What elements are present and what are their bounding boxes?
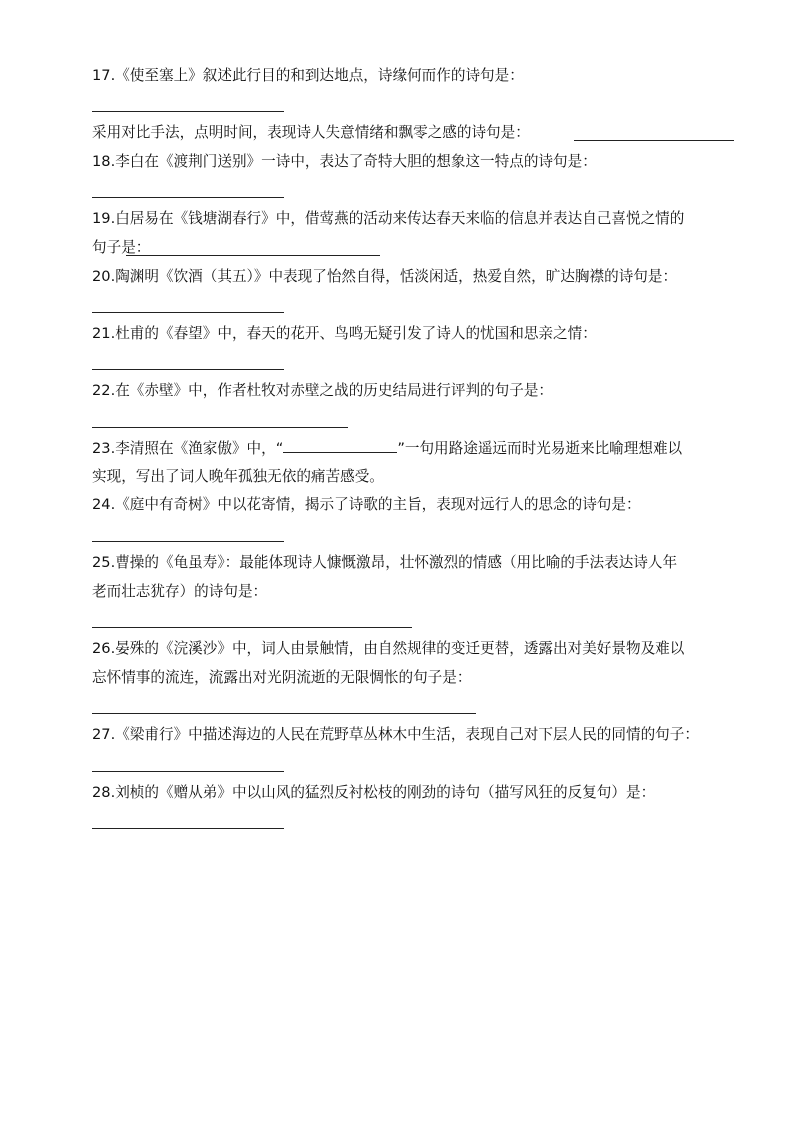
question-21-text: 21.杜甫的《春望》中，春天的花开、鸟鸣无疑引发了诗人的忧国和思亲之情：	[92, 325, 597, 342]
answer-blank-23[interactable]	[283, 438, 397, 453]
question-20-text: 20.陶渊明《饮酒（其五）》中表现了怡然自得，恬淡闲适，热爱自然，旷达胸襟的诗句是：	[92, 268, 678, 285]
question-25-text: 25.曹操的《龟虽寿》：最能体现诗人慷慨激昂，壮怀激烈的情感（用比喻的手法表达诗人年	[92, 554, 678, 571]
question-17-sub-text: 采用对比手法，点明时间，表现诗人失意情绪和飘零之感的诗句是：	[92, 124, 530, 141]
question-19-text: 19.白居易在《钱塘湖春行》中，借莺燕的活动来传达春天来临的信息并表达自己喜悦之情的	[92, 210, 685, 227]
question-18-text: 18.李白在《渡荆门送别》一诗中，表达了奇特大胆的想象这一特点的诗句是：	[92, 153, 597, 170]
question-19-text-cont: 句子是：	[92, 239, 151, 256]
answer-blank-19[interactable]	[126, 255, 380, 256]
answer-blank-17a[interactable]	[92, 111, 284, 112]
question-23-text-pre: 23.李清照在《渔家傲》中，“	[92, 440, 284, 457]
question-23-text	[92, 438, 682, 459]
answer-blank-26[interactable]	[92, 713, 476, 714]
question-26-text-cont: 忘怀情事的流连，流露出对光阴流逝的无限惆怅的句子是：	[92, 669, 472, 686]
question-26-text: 26.晏殊的《浣溪沙》中，词人由景触情，由自然规律的变迁更替，透露出对美好景物及难以	[92, 640, 685, 657]
answer-blank-21[interactable]	[92, 369, 284, 370]
question-24-text: 24.《庭中有奇树》中以花寄情，揭示了诗歌的主旨，表现对远行人的思念的诗句是：	[92, 496, 641, 513]
answer-blank-18[interactable]	[92, 197, 284, 198]
question-28-text: 28.刘桢的《赠从弟》中以山风的猛烈反衬松枝的刚劲的诗句（描写风狂的反复句）是：	[92, 784, 656, 801]
answer-blank-20[interactable]	[92, 312, 284, 313]
question-27-text: 27.《梁甫行》中描述海边的人民在荒野草丛林木中生活，表现自己对下层人民的同情的句子：	[92, 726, 699, 743]
answer-blank-25[interactable]	[92, 627, 412, 628]
answer-blank-27[interactable]	[92, 771, 284, 772]
answer-blank-17b[interactable]	[574, 140, 734, 141]
question-25-text-cont: 老而壮志犹存）的诗句是：	[92, 583, 268, 600]
answer-blank-24[interactable]	[92, 541, 284, 542]
question-23-text-post: ”一句用路途遥远而时光易逝来比喻理想难以	[397, 440, 683, 457]
question-17-text: 17.《使至塞上》叙述此行目的和到达地点，诗缘何而作的诗句是：	[92, 67, 524, 84]
answer-blank-28[interactable]	[92, 828, 284, 829]
question-23-text-cont: 实现，写出了词人晚年孤独无依的痛苦感受。	[92, 468, 384, 485]
answer-blank-22[interactable]	[92, 427, 348, 428]
question-22-text: 22.在《赤壁》中，作者杜牧对赤壁之战的历史结局进行评判的句子是：	[92, 382, 554, 399]
